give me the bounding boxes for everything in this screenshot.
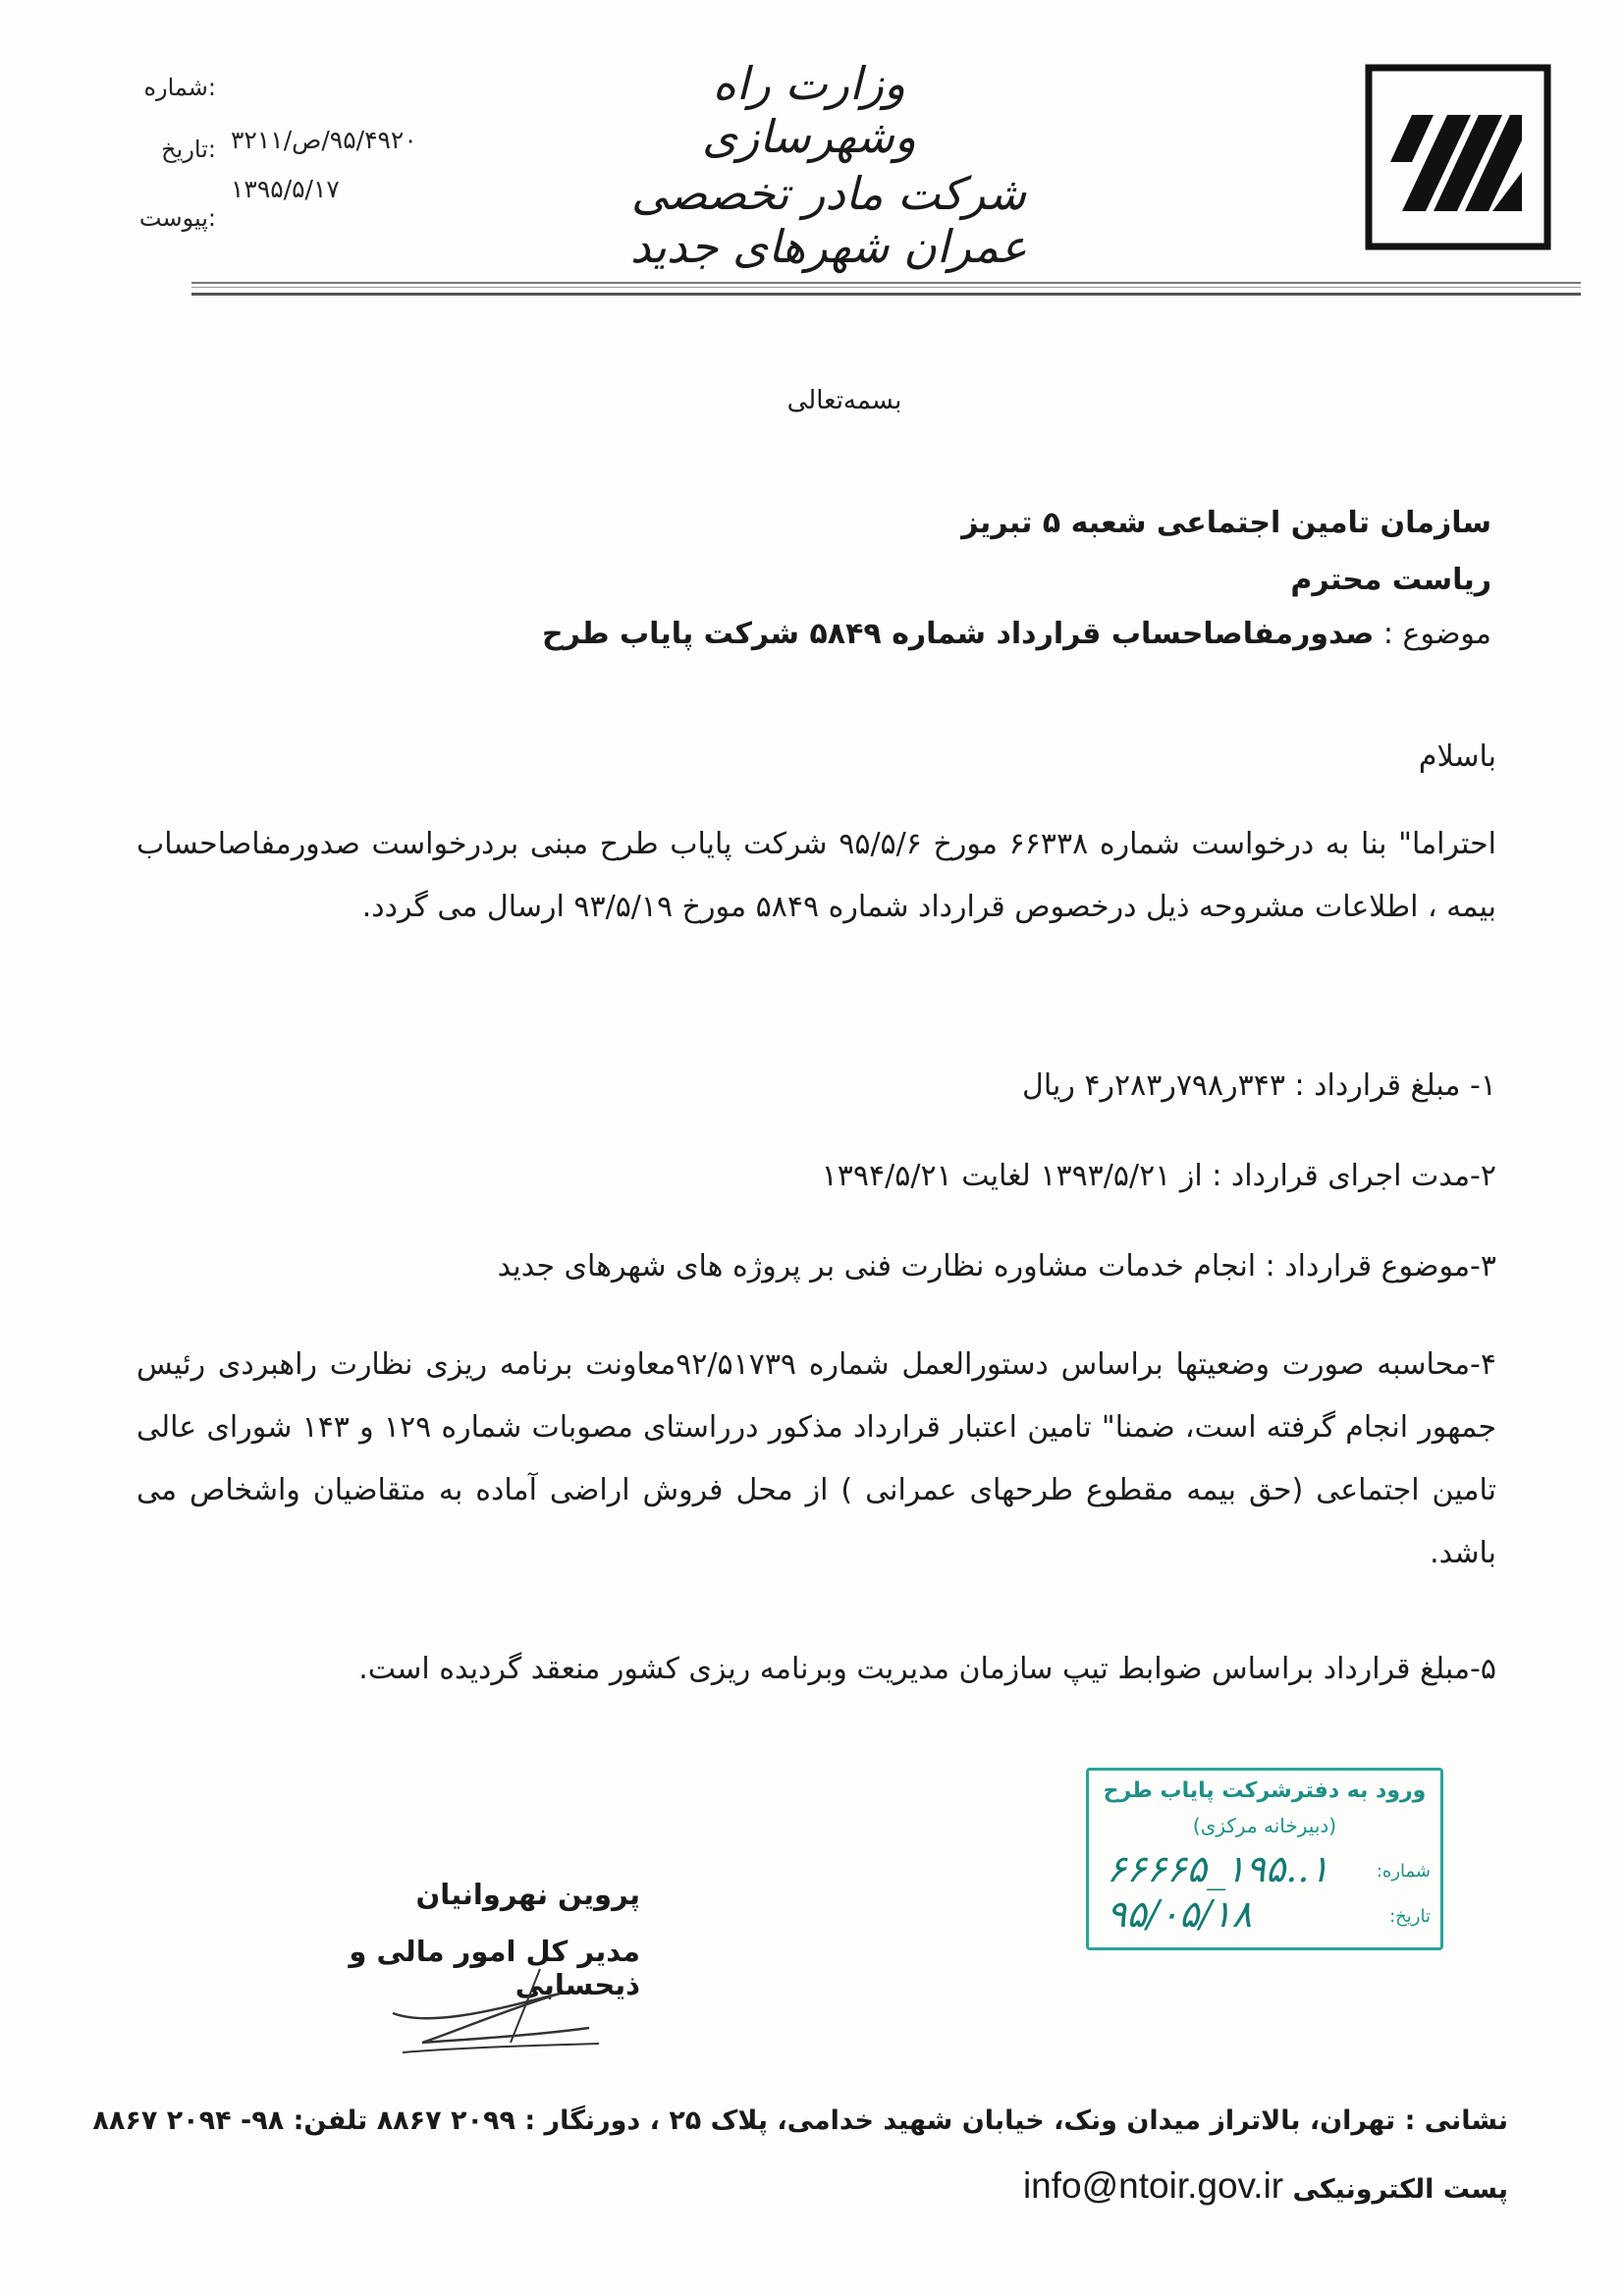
email-label: پست الکترونیکی — [1292, 2174, 1508, 2205]
item-contract-subject: ۳-موضوع قرارداد : انجام خدمات مشاوره نظارت فنی بر پروژه های شهرهای جدید — [497, 1249, 1496, 1284]
subject-line — [215, 617, 1491, 651]
attachment-label: :پیوست — [138, 204, 216, 232]
intro-paragraph: احتراما" بنا به درخواست شماره ۶۶۳۳۸ مورخ ۹۵/۵/۶ شرکت پایاب طرح مبنی بردرخواست صدورمفاصاحساب بیمه ، اطلاعات مشروحه ذیل درخصوص قرارداد شماره ۵۸۴۹ مورخ ۹۳/۵/۱۹ ارسال می گردد. — [136, 827, 1496, 924]
handwritten-signature — [363, 1949, 619, 2067]
recipient-title: ریاست محترم — [1290, 563, 1491, 597]
letter-number: ۹۵/۴۹۲۰/ص/۳۲۱۱ — [231, 126, 417, 154]
footer-email-row — [35, 2165, 1508, 2207]
number-label: :شماره — [143, 74, 216, 101]
header-divider-thick — [191, 293, 1581, 296]
stamp-number-value: ۱..۱۹۵_۶۶۶۶۵ — [1107, 1847, 1329, 1890]
signatory-position: مدیر کل امور مالی و ذیحسابی — [349, 1935, 640, 2001]
email-link[interactable]: info@ntoir.gov.ir — [1022, 2165, 1284, 2206]
stamp-date-label: تاریخ: — [1389, 1906, 1431, 1927]
item-contract-duration: ۲-مدت اجرای قرارداد : از ۱۳۹۳/۵/۲۱ لغایت ۱۳۹۴/۵/۲۱ — [821, 1159, 1496, 1193]
stamp-number-label: شماره: — [1376, 1861, 1431, 1882]
stamp-title: ورود به دفترشرکت پایاب طرح — [1103, 1778, 1427, 1803]
bismillah: بسمه‌تعالی — [786, 386, 902, 415]
item-contract-basis: ۵-مبلغ قرارداد براساس ضوابط تیپ سازمان مدیریت وبرنامه ریزی کشور منعقد گردیده است. — [358, 1652, 1496, 1686]
ministry-name: وزارت راه وشهرسازی — [701, 57, 917, 163]
letter-date: ۱۳۹۵/۵/۱۷ — [231, 175, 340, 203]
header-divider — [191, 282, 1581, 284]
company-name: شرکت مادر تخصصی عمران شهرهای جدید — [629, 167, 1028, 273]
greeting: باسلام — [1418, 739, 1496, 774]
footer-address: نشانی : تهران، بالاتراز میدان ونک، خیابان شهید خدامی، پلاک ۲۵ ، دورنگار : ۲۰۹۹ ۸۸۶۷ تلفن: ۹۸- ۲۰۹۴ ۸۸۶۷ — [92, 2105, 1508, 2136]
item-calculation: ۴-محاسبه صورت وضعیتها براساس دستورالعمل شماره ۹۲/۵۱۷۳۹معاونت برنامه ریزی نظارت راهبردی رئیس جمهور انجام گرفته است، ضمنا" تامین اعتبار قرارداد مذکور درراستای مصوبات شماره ۱۲۹ و ۱۴۳ شورای عالی تامین اجتماعی (حق بیمه مقطوع طرحهای عمرانی ) از محل فروش اراضی آماده به متقاضیان واشخاص می باشد. — [136, 1347, 1496, 1570]
company-logo — [1365, 64, 1551, 250]
subject-label: موضوع : — [1382, 617, 1491, 651]
stamp-subtitle: (دبیرخانه مرکزی) — [1192, 1814, 1337, 1837]
recipient-org: سازمان تامین اجتماعی شعبه ۵ تبریز — [961, 506, 1491, 540]
date-label: :تاریخ — [161, 136, 216, 163]
receipt-stamp — [1086, 1768, 1443, 1950]
stamp-date-value: ۹۵/۰۵/۱۸ — [1107, 1892, 1253, 1936]
subject-text: صدورمفاصاحساب قرارداد شماره ۵۸۴۹ شرکت پایاب طرح — [542, 617, 1375, 651]
header-divider-thin — [191, 287, 1581, 288]
item-contract-amount: ۱- مبلغ قرارداد : ۳۴۳ر۷۹۸ر۲۸۳ر۴ ریال — [1022, 1068, 1496, 1103]
signatory-name: پروین نهروانیان — [415, 1878, 640, 1911]
